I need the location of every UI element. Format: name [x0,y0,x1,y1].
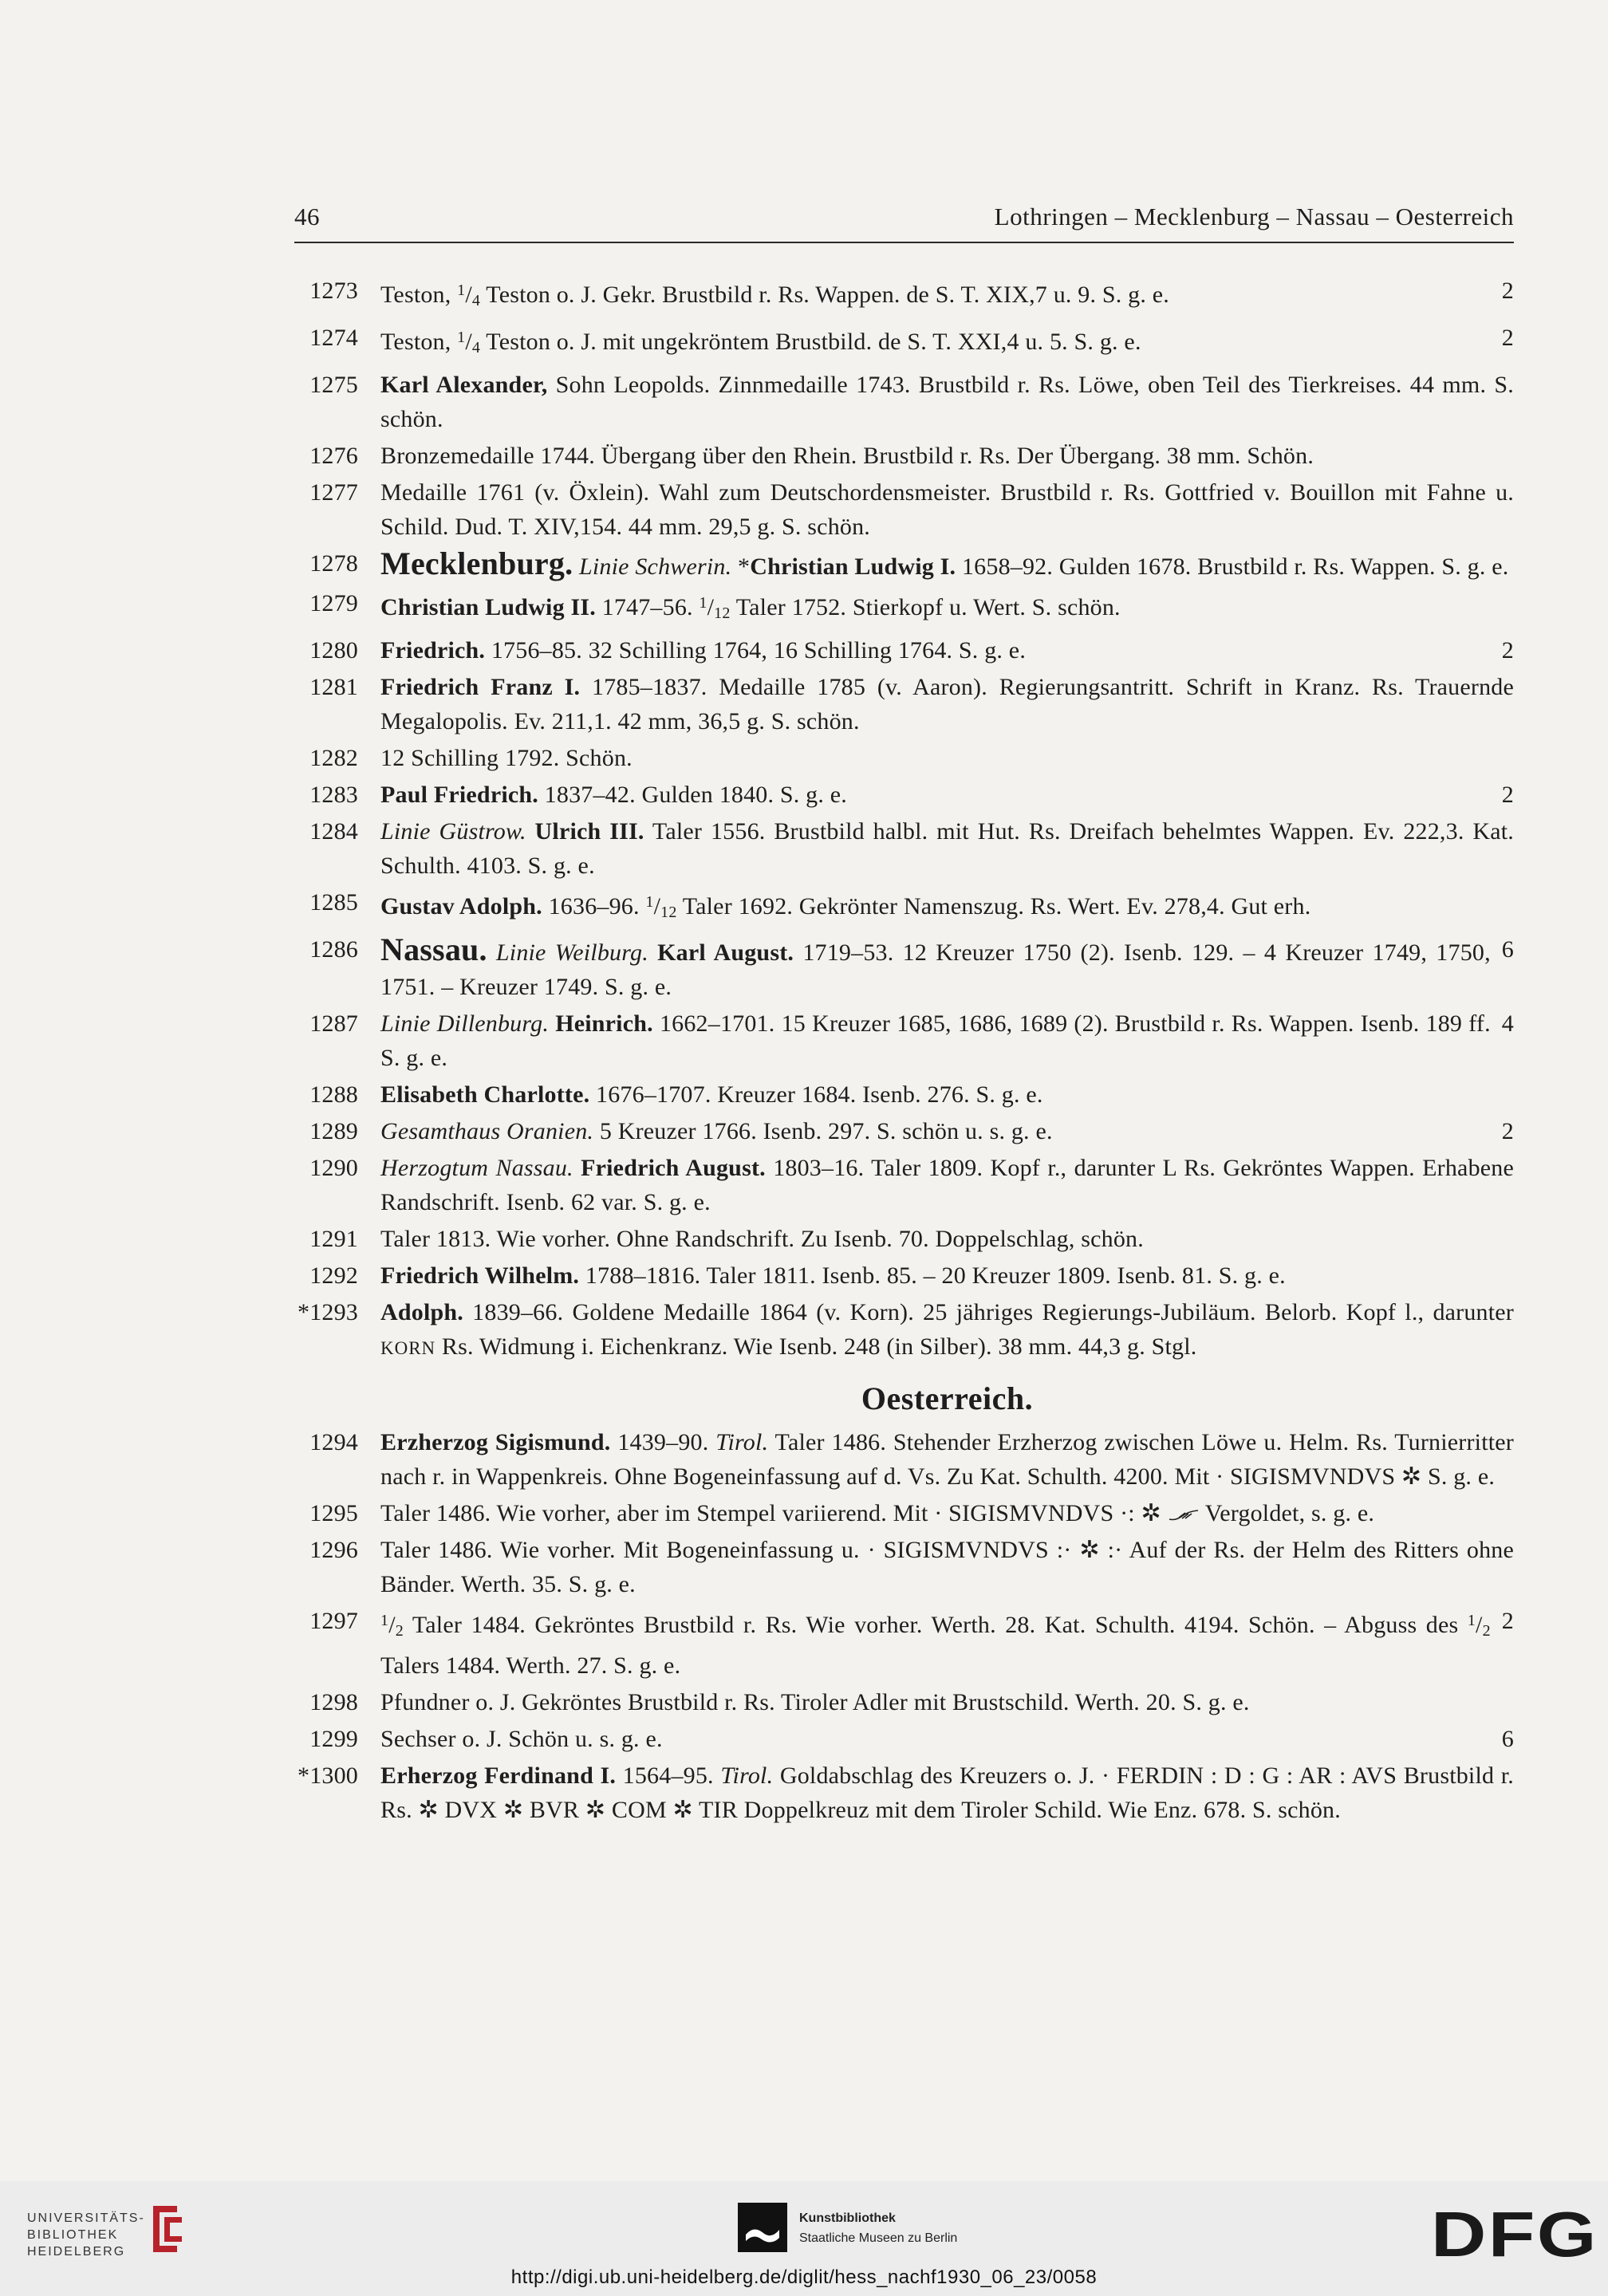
text-run: KORN [380,1338,436,1358]
lot-entry [275,932,1514,1004]
lot-entry [275,1533,1514,1601]
text-run: 1803–16. Taler 1809. Kopf r., darunter L Rs. Gekröntes Wappen. Erhabene Randschrift. Isenb. 62 var. S. g. e. [380,1155,1514,1215]
lot-description [380,1758,1514,1827]
permalink-url[interactable]: http://digi.ub.uni-heidelberg.de/diglit/hess_nachf1930_06_23/0058 [510,2266,1098,2288]
kunstbibliothek-logo-text[interactable] [799,2208,957,2248]
lot-number: 1279 [309,590,358,616]
lot-estimate: 2 [1501,782,1514,808]
text-run: Vergoldet, s. g. e. [1199,1500,1375,1526]
lot-number: 1285 [309,889,358,916]
lot-entry [275,1758,1514,1827]
ub-line: HEIDELBERG [27,2245,126,2259]
lot-number: 1280 [309,637,358,664]
lot-number: 1275 [309,372,358,398]
text-run [648,939,657,966]
line-name: Tirol. [715,1429,769,1455]
lot-description [380,1425,1514,1494]
ruler-name: Christian Ludwig II. [380,594,596,620]
lot-entry [275,633,1514,668]
lot-number: 1276 [309,443,358,469]
lot-estimate: 6 [1501,936,1514,963]
lot-list [275,274,1514,1827]
text-run: Teston o. J. Gekr. Brustbild r. Rs. Wappen. de S. T. XIX,7 u. 9. S. g. e. [480,282,1169,308]
text-run: 1719–53. 12 Kreuzer 1750 (2). Isenb. 129. – 4 Kreuzer 1749, 1750, 1751. – Kreuzer 1749. S. g. e. [380,939,1491,1000]
lot-entry [275,274,1514,318]
text-run: 1 [699,594,707,612]
lot-description [380,1222,1514,1256]
kb-subtitle: Staatliche Museen zu Berlin [799,2231,958,2245]
lot-number: *1293 [298,1299,358,1325]
ruler-name: Elisabeth Charlotte. [380,1081,590,1108]
text-run: 1839–66. Goldene Medaille 1864 (v. Korn). 25 jähriges Regierungs-Jubiläum. Belorb. Kopf l., darunter [463,1299,1514,1325]
lot-number: 1297 [309,1608,358,1634]
lot-description [380,670,1514,738]
text-run: / [465,282,472,308]
text-run: 1658–92. Gulden 1678. Brustbild r. Rs. Wappen. S. g. e. [956,553,1509,580]
region-heading: Mecklenburg. [380,545,573,581]
lot-description [380,1295,1514,1365]
lot-description [380,546,1514,584]
lot-number: 1282 [309,745,358,771]
lot-entry [275,670,1514,738]
lot-number: 1284 [309,818,358,845]
text-run: 1 [645,893,654,911]
ruler-name: Karl August. [657,939,794,966]
text-run: Bronzemedaille 1744. Übergang über den Rhein. Brustbild r. Rs. Der Übergang. 38 mm. Schön. [380,443,1314,469]
text-run: / [653,893,661,920]
text-run: * [731,553,751,580]
lot-entry [275,1006,1514,1075]
lot-description [380,1604,1514,1683]
lot-entry [275,475,1514,544]
region-heading: Nassau. [380,931,487,967]
text-run: Goldabschlag des Kreuzers o. J. · FERDIN : D : G : AR : AVS Brustbild r. Rs. ✲ DVX ✲ BVR ✲ COM ✲ TIR Doppelkreuz mit dem Tiroler Schild. Wie Enz. 678. S. schön. [380,1762,1514,1823]
text-run: / [707,594,715,620]
lot-number: 1286 [309,936,358,963]
lot-entry [275,741,1514,775]
lot-description [380,885,1514,930]
lot-entry [275,885,1514,930]
ruler-name: Friedrich August. [581,1155,766,1181]
lot-entry [275,1077,1514,1112]
text-run: Taler 1692. Gekrönter Namenszug. Rs. Wert. Ev. 278,4. Gut erh. [676,893,1311,920]
lot-number: 1288 [309,1081,358,1108]
page-number: 46 [294,203,320,230]
ruler-name: Heinrich. [555,1010,653,1037]
text-run: / [1476,1612,1483,1638]
text-run: Teston, [380,282,458,308]
ruler-name: Paul Friedrich. [380,782,538,808]
flourish-ornament-icon [1168,1508,1200,1522]
lot-number: 1295 [309,1500,358,1526]
line-name: Linie Güstrow. [380,818,526,845]
lot-description [380,1722,1514,1756]
ruler-name: Ulrich III. [534,818,644,845]
text-run: Medaille 1761 (v. Öxlein). Wahl zum Deutschordensmeister. Brustbild r. Rs. Gottfried v. Bouillon mit Fahne u. Schild. Dud. T. XIV,154. 44 mm. 29,5 g. S. schön. [380,479,1514,540]
text-run: / [388,1612,396,1638]
lot-entry [275,1722,1514,1756]
text-run: Sohn Leopolds. Zinnmedaille 1743. Brustbild r. Rs. Löwe, oben Teil des Tierkreises. 44 mm. S. schön. [380,372,1514,432]
text-run: Teston, [380,329,458,355]
lot-number: 1294 [309,1429,358,1455]
lot-number: *1300 [298,1762,358,1789]
lot-number: 1278 [309,550,358,577]
lot-description [380,439,1514,473]
lot-estimate: 2 [1501,1608,1514,1634]
text-run: 1747–56. [595,594,700,620]
ruler-name: Karl Alexander, [380,372,548,398]
dfg-logo[interactable]: DFG [1431,2199,1598,2270]
text-run: 5 Kreuzer 1766. Isenb. 297. S. schön u. s. g. e. [593,1118,1053,1144]
lot-entry [275,778,1514,812]
lot-number: 1273 [309,278,358,304]
lot-description [380,1496,1514,1530]
lot-description [380,368,1514,436]
ruler-name: Erzherzog Sigismund. [380,1429,611,1455]
text-run: 1788–1816. Taler 1811. Isenb. 85. – 20 Kreuzer 1809. Isenb. 81. S. g. e. [579,1262,1286,1289]
lot-description [380,1533,1514,1601]
ruler-name: Gustav Adolph. [380,893,542,920]
lot-description [380,1685,1514,1719]
lot-number: 1290 [309,1155,358,1181]
text-run: Taler 1486. Wie vorher, aber im Stempel variierend. Mit · SIGISMVNDVS ·: ✲ [380,1500,1168,1526]
text-run: 4 [471,339,481,356]
text-run: 1636–96. [542,893,646,920]
text-run: 12 Schilling 1792. Schön. [380,745,633,771]
ruler-name: Friedrich Wilhelm. [380,1262,580,1289]
lot-description [380,1151,1514,1219]
ub-line: UNIVERSITÄTS- [27,2211,145,2225]
ub-heidelberg-logo-text[interactable] [27,2210,145,2260]
lot-entry [275,1114,1514,1148]
lot-estimate: 6 [1501,1726,1514,1752]
lot-number: 1274 [309,325,358,351]
ub-line: BIBLIOTHEK [27,2228,119,2242]
lot-entry [275,321,1514,365]
lot-entry [275,1496,1514,1530]
lot-description [380,1258,1514,1293]
text-run: 12 [660,904,677,921]
text-run: Taler 1556. Brustbild halbl. mit Hut. Rs. Dreifach behelmtes Wappen. Ev. 222,3. Kat. Schulth. 4103. S. g. e. [380,818,1515,879]
text-run: 4 [471,292,481,309]
lot-number: 1299 [309,1726,358,1752]
line-name: Herzogtum Nassau. [380,1155,573,1181]
lot-entry [275,586,1514,631]
ruler-name: Friedrich Franz I. [380,674,581,700]
section-heading: Oesterreich. [861,1380,1034,1416]
lot-number: 1296 [309,1537,358,1563]
lot-description [380,1114,1514,1148]
text-run: / [465,329,472,355]
ruler-name: Erherzog Ferdinand I. [380,1762,617,1789]
lot-entry [275,814,1514,883]
line-name: Linie Dillenburg. [380,1010,550,1037]
lot-description [380,475,1514,544]
lot-description [380,778,1514,812]
line-name: Linie Weilburg. [495,939,648,966]
lot-number: 1277 [309,479,358,506]
text-run: 1837–42. Gulden 1840. S. g. e. [538,782,847,808]
lot-entry [275,546,1514,584]
lot-description [380,274,1514,318]
lot-number: 1298 [309,1689,358,1715]
lot-description [380,741,1514,775]
ruler-name: Friedrich. [380,637,486,664]
text-run [573,1155,581,1181]
lot-estimate: 2 [1501,325,1514,351]
text-run: Taler 1486. Wie vorher. Mit Bogeneinfassung u. · SIGISMVNDVS :· ✲ :· Auf der Rs. der Helm des Ritters ohne Bänder. Werth. 35. S. g. e. [380,1537,1514,1597]
line-name: Gesamthaus Oranien. [380,1118,594,1144]
lot-estimate: 2 [1501,637,1514,664]
text-run: Teston o. J. mit ungekröntem Brustbild. de S. T. XXI,4 u. 5. S. g. e. [480,329,1141,355]
text-run [526,818,535,845]
text-run: 1 [457,329,466,346]
line-name: Tirol. [720,1762,774,1789]
lot-number: 1291 [309,1226,358,1252]
lot-number: 1292 [309,1262,358,1289]
line-name: Linie Schwerin. [578,553,732,580]
text-run [573,553,579,580]
lot-entry [275,1604,1514,1683]
text-run: 1 [457,282,466,299]
lot-description [380,633,1514,668]
lot-description [380,1077,1514,1112]
lot-number: 1289 [309,1118,358,1144]
running-header: Lothringen – Mecklenburg – Nassau – Oesterreich [994,203,1514,230]
lot-entry [275,1151,1514,1219]
text-run: Sechser o. J. Schön u. s. g. e. [380,1726,663,1752]
ruler-name: Christian Ludwig I. [750,553,956,580]
text-run: 1756–85. 32 Schilling 1764, 16 Schilling 1764. S. g. e. [485,637,1027,664]
kunstbibliothek-logo-icon[interactable] [738,2203,787,2252]
lot-entry [275,1685,1514,1719]
lot-estimate: 2 [1501,1118,1514,1144]
lot-number: 1283 [309,782,358,808]
ruler-name: Adolph. [380,1299,463,1325]
lot-description [380,586,1514,631]
text-run: 2 [1482,1622,1491,1640]
text-run: 1676–1707. Kreuzer 1684. Isenb. 276. S. g. e. [589,1081,1043,1108]
lot-description [380,1006,1514,1075]
lot-number: 1287 [309,1010,358,1037]
text-run [487,939,496,966]
ub-heidelberg-logo-icon[interactable] [142,2201,188,2257]
lot-number: 1281 [309,674,358,700]
lot-description [380,814,1514,883]
text-run: Pfundner o. J. Gekröntes Brustbild r. Rs. Tiroler Adler mit Brustschild. Werth. 20. S. g. e. [380,1689,1250,1715]
lot-estimate: 4 [1501,1010,1514,1037]
text-run: 1 [1467,1612,1476,1629]
text-run: 1564–95. [616,1762,721,1789]
lot-description [380,932,1514,1004]
lot-entry [275,1258,1514,1293]
lot-entry [275,1425,1514,1494]
text-run: 1439–90. [610,1429,716,1455]
text-run [549,1010,555,1037]
text-run: 1785–1837. Medaille 1785 (v. Aaron). Regierungsantritt. Schrift in Kranz. Rs. Trauernde Megalopolis. Ev. 211,1. 42 mm, 36,5 g. S. schön. [380,674,1514,734]
lot-entry [275,1295,1514,1365]
text-run: Taler 1486. Stehender Erzherzog zwischen Löwe u. Helm. Rs. Turnierritter nach r. in Wappenkreis. Ohne Bogeneinfassung auf d. Vs. Zu Kat. Schulth. 4200. Mit · SIGISMVNDVS ✲ S. g. e. [380,1429,1514,1490]
text-run: 12 [714,605,731,622]
lot-entry [275,368,1514,436]
header-rule [294,242,1514,243]
lot-description [380,321,1514,365]
text-run: Rs. Widmung i. Eichenkranz. Wie Isenb. 248 (in Silber). 38 mm. 44,3 g. Stgl. [436,1333,1197,1360]
text-run: Taler 1484. Gekröntes Brustbild r. Rs. Wie vorher. Werth. 28. Kat. Schulth. 4194. Schön. – Abguss des [403,1612,1468,1638]
text-run: Taler 1752. Stierkopf u. Wert. S. schön. [730,594,1121,620]
lot-estimate: 2 [1501,278,1514,304]
lot-entry [275,1222,1514,1256]
text-run: 1662–1701. 15 Kreuzer 1685, 1686, 1689 (2). Brustbild r. Rs. Wappen. Isenb. 189 ff. S. g. e. [380,1010,1491,1071]
text-run: 2 [395,1622,404,1640]
lot-entry [275,439,1514,473]
kb-name: Kunstbibliothek [799,2211,896,2225]
text-run: 1 [380,1612,389,1629]
text-run: Talers 1484. Werth. 27. S. g. e. [380,1652,681,1679]
text-run: Taler 1813. Wie vorher. Ohne Randschrift. Zu Isenb. 70. Doppelschlag, schön. [380,1226,1144,1252]
